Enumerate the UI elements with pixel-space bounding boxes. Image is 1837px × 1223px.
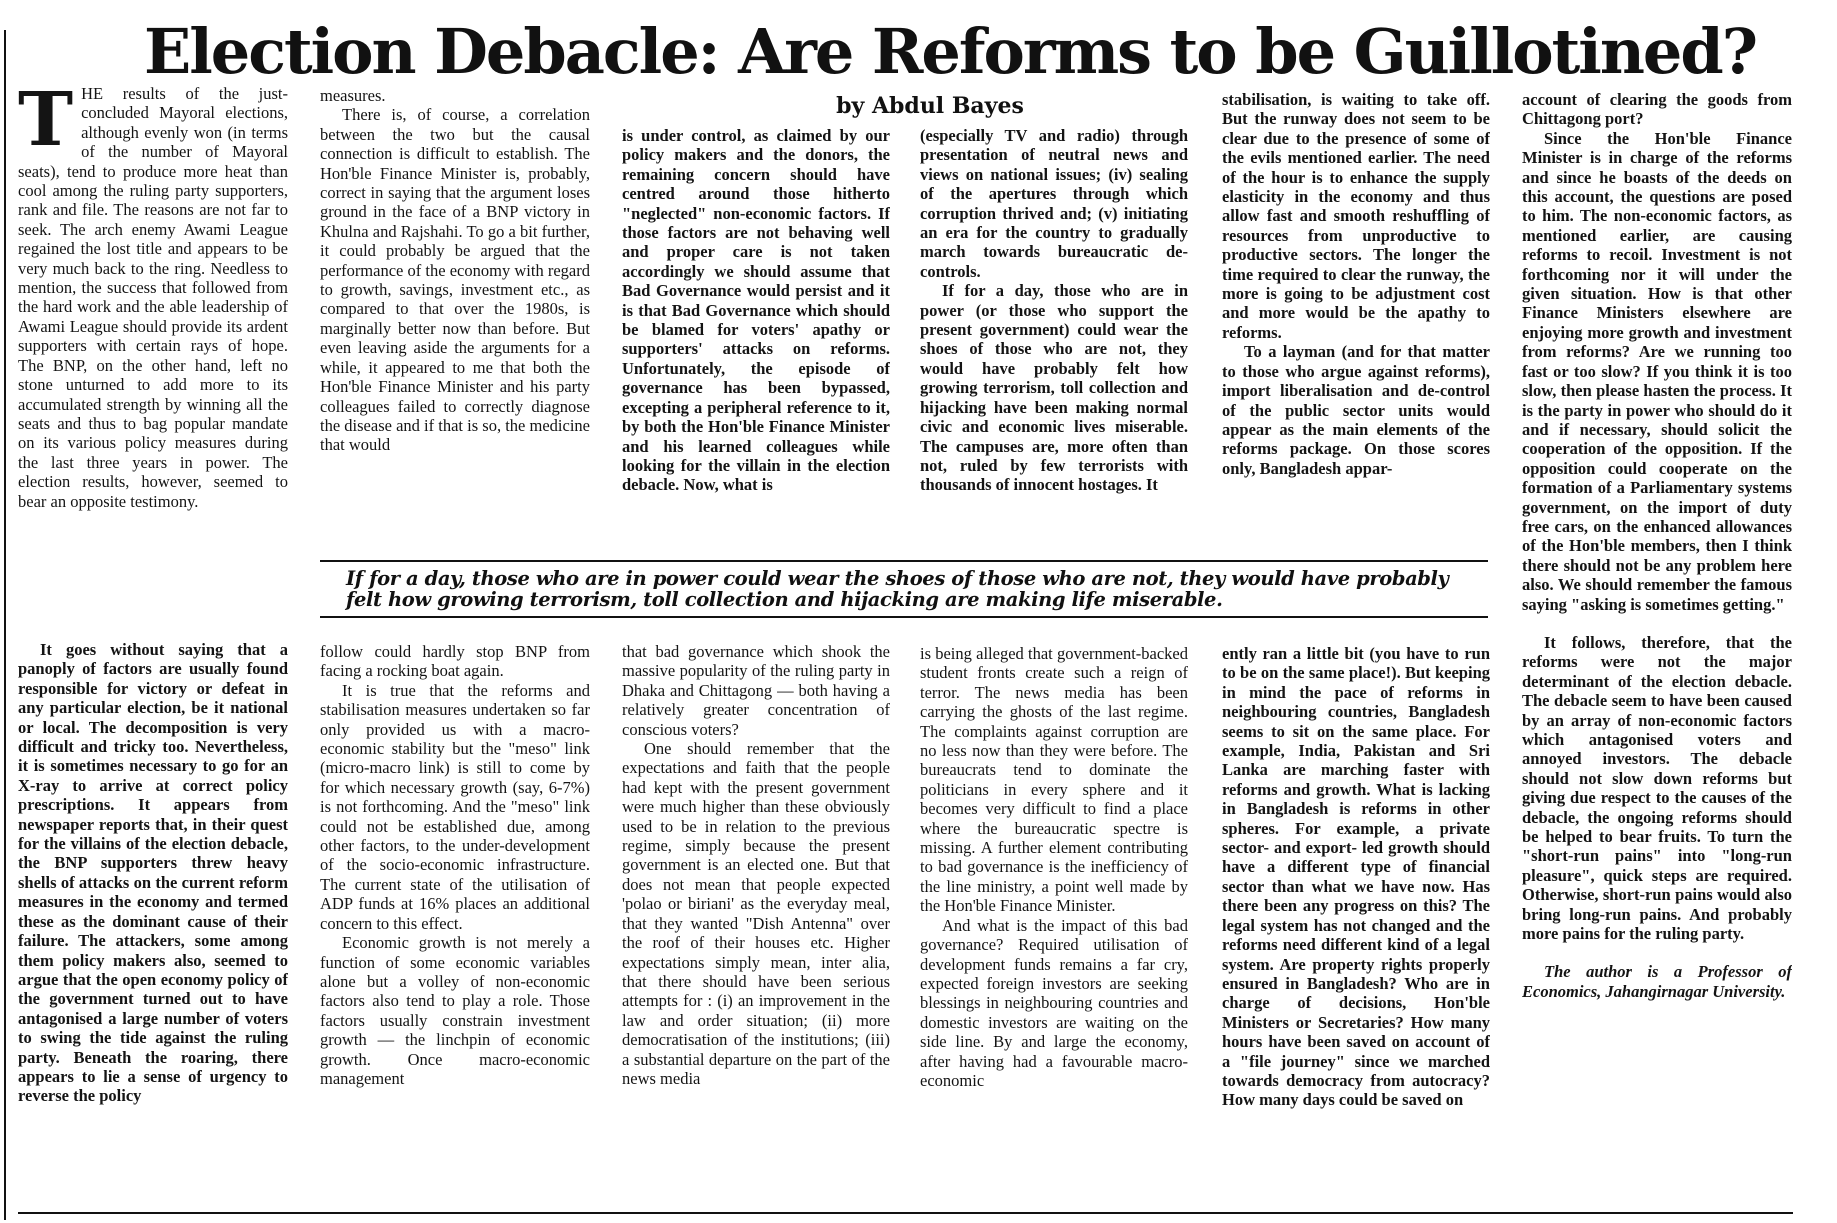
bottom-rule bbox=[18, 1212, 1793, 1214]
column-3-top bbox=[622, 126, 890, 544]
column-4-top bbox=[920, 126, 1188, 550]
author-note: The author is a Professor of Economics, Jahangirnagar University. bbox=[1522, 962, 1792, 1001]
paragraph: (especially TV and radio) through presentation of neutral news and views on national issues; (iv) sealing of the apertures through which corruption thrived and; (v) initiating an era for the country to gradually march towards bureaucratic de-controls. bbox=[920, 126, 1188, 281]
paragraph: stabilisation, is waiting to take off. But the runway does not seem to be clear due to the presence of some of the evils mentioned earlier. The need of the hour is to enhance the supply elasticity in the economy and thus allow fast and smooth reshuffling of resources from unproductive to productive sectors. The longer the time required to clear the runway, the more is going to be adjustment cost and more would be the apathy to reforms. bbox=[1222, 90, 1490, 342]
column-5-top bbox=[1222, 90, 1490, 550]
pull-quote: If for a day, those who are in power could wear the shoes of those who are not, they would have probably felt how growing terrorism, toll collection and hijacking are making life miserable. bbox=[346, 567, 1449, 611]
drop-cap: T bbox=[18, 84, 74, 163]
paragraph: account of clearing the goods from Chittagong port? bbox=[1522, 90, 1792, 129]
column-1 bbox=[18, 84, 288, 640]
paragraph: There is, of course, a correlation between the two but the causal connection is difficult to establish. The Hon'ble Finance Minister is, probably, correct in saying that the argument loses ground in the face of a BNP victory in Khulna and Rajshahi. To go a bit further, it could probably be argued that the performance of the economy with regard to growth, savings, investment etc., as compared to that over the 1980s, is marginally better now than before. But even leaving aside the arguments for a while, it appeared to me that both the Hon'ble Finance Minister and his party colleagues failed to correctly diagnose the disease and if that is so, the medicine that would bbox=[320, 105, 590, 455]
intro-paragraph: HE results of the just-concluded Mayoral elections, although evenly won (in terms of the number of Mayoral seats), tend to produce more heat than cool among the ruling party supporters, rank and file. The reasons are not far to seek. The arch enemy Awami League regained the lost title and appears to be very much back to the ring. Needless to mention, the success that followed from the hard work and the able leadership of Awami League should provide its ardent supporters with certain rays of hope. The BNP, on the other hand, left no stone unturned to add more to its accumulated strength by winning all the seats and thus to bag popular mandate on its various policy measures during the last three years in power. The election results, however, seemed to bear an opposite testimony. bbox=[18, 84, 288, 511]
paragraph: measures. bbox=[320, 86, 386, 105]
column-2-top bbox=[320, 86, 590, 544]
paragraph: is under control, as claimed by our policy makers and the donors, the remaining concern should have centred around those hitherto "neglected" non-economic factors. If those factors are not behaving well and proper care is not taken accordingly we should assume that Bad Governance would persist and it is that Bad Governance which should be blamed for voters' apathy or supporters' attacks on reforms. Unfortunately, the episode of governance has been bypassed, excepting a peripheral reference to it, by both the Hon'ble Finance Minister and his learned colleagues while looking for the villain in the election debacle. Now, what is bbox=[622, 126, 890, 495]
pullquote-bottom-rule bbox=[320, 616, 1488, 618]
paragraph: One should remember that the expectations and faith that the people had kept with the present government were much higher than these obviously used to be in relation to the previous regime, simply because the present government is an elected one. But that does not mean that people expected 'polao or biriani' as the everyday meal, that they wanted "Dish Antenna" over the roof of their houses etc. Higher expectations simply mean, inter alia, that there should have been serious attempts for : (i) an improvement in the law and order situation; (ii) more democratisation of the institutions; (iii) a substantial departure on the part of the news media bbox=[622, 739, 890, 1088]
column-2-bottom bbox=[320, 642, 590, 1208]
pullquote-top-rule bbox=[320, 560, 1488, 562]
paragraph: is being alleged that government-backed student fronts create such a reign of terror. The news media has been carrying the ghosts of the last regime. The complaints against corruption are no less now than they were before. The bureaucrats tend to dominate the politicians in every sphere and it becomes very difficult to find a place where the bureaucratic spectre is missing. A further element contributing to bad governance is the inefficiency of the line ministry, a point well made by the Hon'ble Finance Minister. bbox=[920, 644, 1188, 916]
byline: by Abdul Bayes bbox=[836, 93, 1024, 119]
paragraph: To a layman (and for that matter to those who argue against reforms), import liberalisation and de-control of the public sector units would appear as the main elements of the reforms package. On those scores only, Bangladesh appar- bbox=[1222, 342, 1490, 478]
paragraph: It is true that the reforms and stabilisation measures undertaken so far only provided us with a macro-economic stability but the "meso" link (micro-macro link) is still to come by for which necessary growth (say, 6-7%) is not forthcoming. And the "meso" link could not be established due, among other factors, to the under-development of the socio-economic infrastructure. The current state of the utilisation of ADP funds at 16% places an additional concern to this effect. bbox=[320, 680, 590, 933]
paragraph: that bad governance which shook the massive popularity of the ruling party in Dhaka and Chittagong — both having a relatively greater concentration of conscious voters? bbox=[622, 642, 890, 739]
headline: Election Debacle: Are Reforms to be Guillotined? bbox=[143, 15, 1757, 88]
column-6 bbox=[1522, 90, 1792, 1210]
paragraph: follow could hardly stop BNP from facing a rocking boat again. bbox=[320, 642, 590, 681]
column-4-bottom bbox=[920, 644, 1188, 1208]
paragraph: It follows, therefore, that the reforms were not the major determinant of the election debacle. The debacle seem to have been caused by an array of non-economic factors which antagonised voters and annoyed investors. The debacle should not slow down reforms but giving due respect to the causes of the debacle, the ongoing reforms should be helped to bear fruits. To turn the "short-run pains" into "long-run pleasure", quick steps are required. Otherwise, short-run pains would also bring long-run pains. And probably more pains for the ruling party. bbox=[1522, 632, 1792, 944]
paragraph: Since the Hon'ble Finance Minister is in charge of the reforms and since he boasts of the deeds on this account, the questions are posed to him. The non-economic factors, as mentioned earlier, are causing reforms to recoil. Investment is not forthcoming nor it will under the given situation. How is that other Finance Ministers elsewhere are enjoying more growth and investment from reforms? Are we running too fast or too slow? If you think it is too slow, then please hasten the process. It is the party in power who should do it and if necessary, should solicit the cooperation of the opposition. If the opposition could cooperate on the formation of a Parliamentary systems government, on the import of duty free cars, on the enhanced allowances of the Hon'ble members, then I think there should not be any problem here also. We should remember the famous saying "asking is sometimes getting." bbox=[1522, 128, 1792, 614]
paragraph: Economic growth is not merely a function of some economic variables alone but a volley of non-economic factors also tend to play a role. Those factors usually constrain investment growth — the linchpin of economic growth. Once macro-economic management bbox=[320, 933, 590, 1088]
column-1-bottom bbox=[18, 640, 288, 1206]
paragraph: It goes without saying that a panoply of factors are usually found responsible for victory or defeat in any particular election, be it national or local. The decomposition is very difficult and tricky too. Nevertheless, it is sometimes necessary to go for an X-ray to arrive at correct policy prescriptions. It appears from newspaper reports that, in their quest for the villains of the election debacle, the BNP supporters threw heavy shells of attacks on the current reform measures in the economy and termed these as the dominant cause of their failure. The attackers, some among them policy makers also, seemed to argue that the open economy policy of the government turned out to have antagonised a large number of voters to swing the tide against the ruling party. Beneath the roaring, there appears to lie a sense of urgency to reverse the policy bbox=[18, 640, 288, 1106]
paragraph: And what is the impact of this bad governance? Required utilisation of development funds remains a far cry, expected foreign investors are seeking blessings in neighbouring countries and domestic investors are waiting on the side line. By and large the economy, after having had a favourable macro-economic bbox=[920, 915, 1188, 1090]
column-3-bottom bbox=[622, 642, 890, 1208]
paragraph: If for a day, those who are in power (or those who support the present government) could wear the shoes of those who are not, they would have probably felt how growing terrorism, toll collection and hijacking have been making normal civic and economic lives miserable. The campuses are, more often than not, ruled by few terrorists with thousands of innocent hostages. It bbox=[920, 281, 1188, 495]
column-5-bottom bbox=[1222, 644, 1490, 1208]
left-border-rule bbox=[4, 30, 6, 1220]
paragraph: ently ran a little bit (you have to run to be on the same place!). But keeping in mind the pace of reforms in neighbouring countries, Bangladesh seems to sit on the same place. For example, India, Pakistan and Sri Lanka are marching faster with reforms and growth. What is lacking in Bangladesh is reforms in other spheres. For example, a private sector- and export- led growth should have a different type of financial sector than what we have now. Has there been any progress on this? The legal system has not changed and the reforms need different kind of a legal system. Are property rights properly ensured in Bangladesh? Who are in charge of decisions, Hon'ble Ministers or Secretaries? How many hours have been saved on account of a "file journey" since we marched towards democracy from autocracy? How many days could be saved on bbox=[1222, 644, 1490, 1110]
